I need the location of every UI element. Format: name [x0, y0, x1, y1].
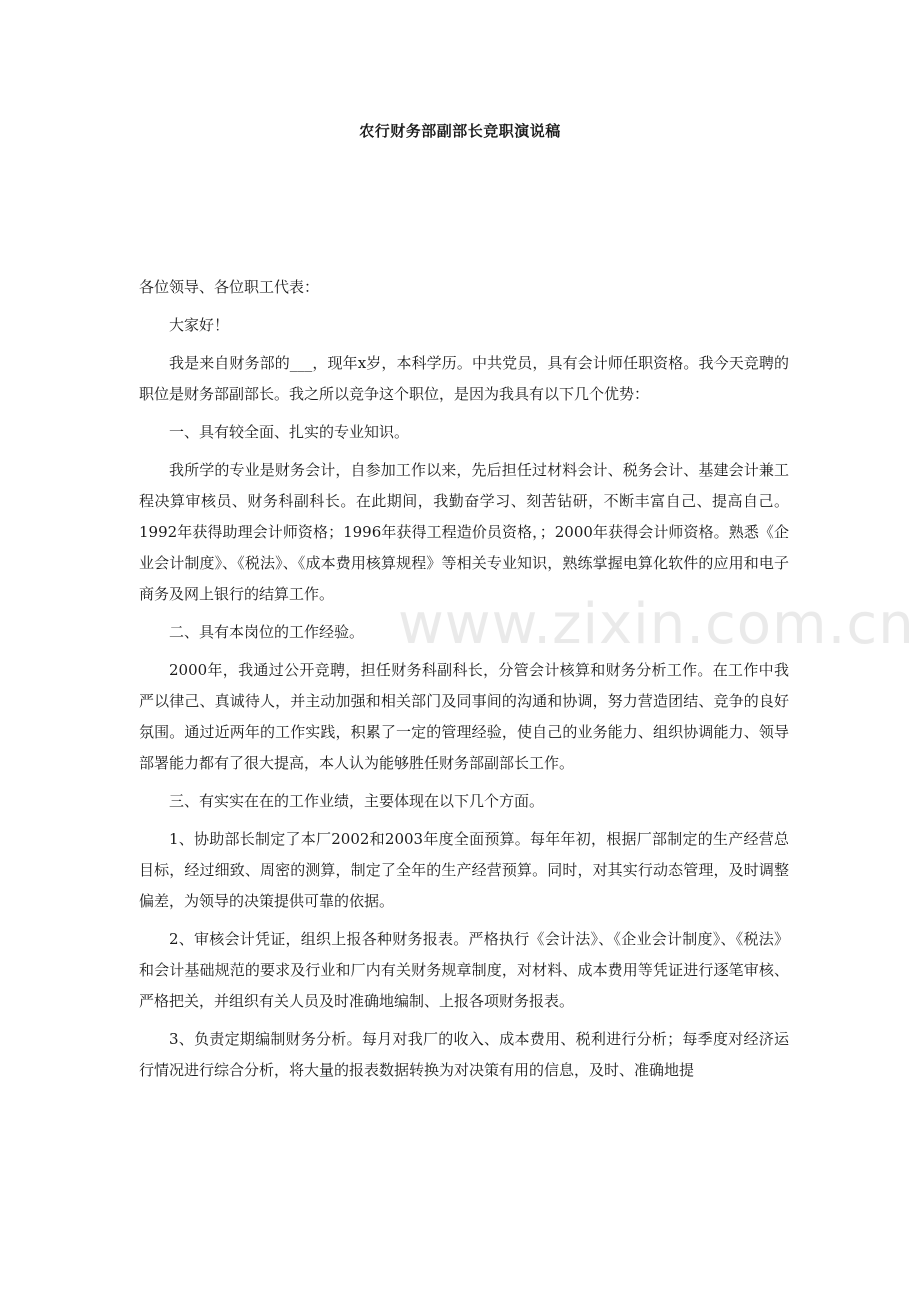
- document-body: [139, 272, 789, 1093]
- paragraph-knowledge: 我所学的专业是财务会计，自参加工作以来，先后担任过材料会计、税务会计、基建会计兼工程决算审核员、财务科副科长。在此期间，我勤奋学习、刻苦钻研，不断丰富自己、提高自己。1992年获得助理会计师资格；1996年获得工程造价员资格，；2000年获得会计师资格。熟悉《企业会计制度》、《税法》、《成本费用核算规程》等相关专业知识，熟练掌握电算化软件的应用和电子商务及网上银行的结算工作。: [139, 461, 789, 603]
- section-heading-1: 一、具有较全面、扎实的专业知识。: [169, 423, 410, 441]
- paragraph-intro: 我是来自财务部的___，现年x岁，本科学历。中共党员，具有会计师任职资格。我今天竞聘的职位是财务部副部长。我之所以竞争这个职位，是因为我具有以下几个优势：: [139, 354, 789, 403]
- paragraph-experience: 2000年，我通过公开竞聘，担任财务科副科长，分管会计核算和财务分析工作。在工作中我严以律己、真诚待人，并主动加强和相关部门及同事间的沟通和协调，努力营造团结、竞争的良好氛围。通过近两年的工作实践，积累了一定的管理经验，使自己的业务能力、组织协调能力、领导部署能力都有了很大提高，本人认为能够胜任财务部副部长工作。: [139, 661, 789, 772]
- watermark: www.zixin.com.cn: [398, 592, 915, 657]
- document-title: 农行财务部副部长竞职演说稿: [359, 122, 561, 140]
- paragraph-achievement-3: 3、负责定期编制财务分析。每月对我厂的收入、成本费用、税利进行分析；每季度对经济运行情况进行综合分析，将大量的报表数据转换为对决策有用的信息，及时、准确地提: [139, 1030, 789, 1079]
- salutation: 各位领导、各位职工代表：: [139, 278, 320, 296]
- paragraph-greeting: 大家好！: [169, 316, 230, 334]
- paragraph-achievement-2: 2、审核会计凭证，组织上报各种财务报表。严格执行《会计法》、《企业会计制度》、《税法》和会计基础规范的要求及行业和厂内有关财务规章制度，对材料、成本费用等凭证进行逐笔审核、严格把关，并组织有关人员及时准确地编制、上报各项财务报表。: [139, 930, 789, 1010]
- paragraph-achievement-1: 1、协助部长制定了本厂2002和2003年度全面预算。每年年初，根据厂部制定的生产经营总目标，经过细致、周密的测算，制定了全年的生产经营预算。同时，对其实行动态管理，及时调整偏差，为领导的决策提供可靠的依据。: [139, 830, 789, 910]
- section-heading-3: 三、有实实在在的工作业绩，主要体现在以下几个方面。: [169, 792, 545, 810]
- section-heading-2: 二、具有本岗位的工作经验。: [169, 623, 365, 641]
